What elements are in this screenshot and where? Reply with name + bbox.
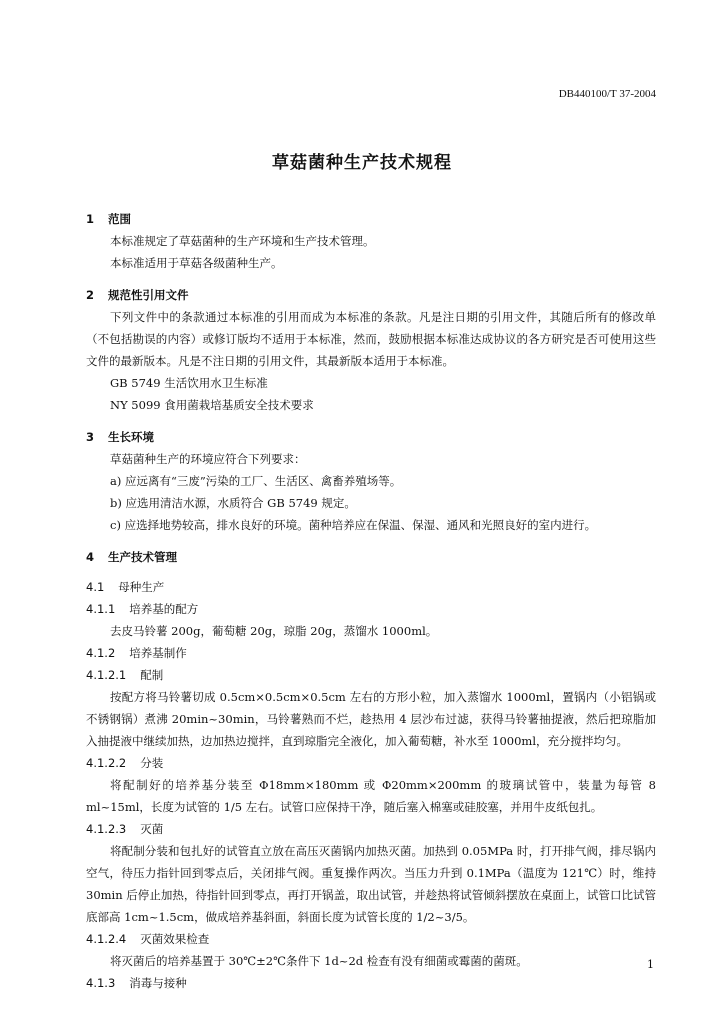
- paragraph: 下列文件中的条款通过本标准的引用而成为本标准的条款。凡是注日期的引用文件，其随后所有的修改单（不包括勘误的内容）或修订版均不适用于本标准，然而，鼓励根据本标准达成协议的各方研究是否可使用这些文件的最新版本。凡是不注日期的引用文件，其最新版本适用于本标准。: [86, 310, 656, 368]
- section-title: 生长环境: [108, 430, 154, 444]
- reference-item: GB 5749 生活饮用水卫生标准: [110, 376, 268, 390]
- paragraph: 去皮马铃薯 200g，葡萄糖 20g，琼脂 20g，蒸馏水 1000ml。: [110, 624, 438, 638]
- section-title: 规范性引用文件: [108, 288, 189, 302]
- subsection-number: 4.1.1: [86, 602, 116, 616]
- subsection-number: 4.1.2.2: [86, 756, 127, 770]
- subsection-number: 4.1.2: [86, 646, 116, 660]
- paragraph: 将配制分装和包扎好的试管直立放在高压灭菌锅内加热灭菌。加热到 0.05MPa 时，打开排气阀，排尽锅内空气，待压力指针回到零点后，关闭排气阀。重复操作两次。当压力升到 0.1MPa（温度为 121℃）时，维持 30min 后停止加热，待指针回到零点，再打开锅盖，取出试管，并趁热将试管倾斜摆放在桌面上，试管口比试管底部高 1cm~1.5cm，做成培养基斜面，斜面长度为试管长度的 1/2~3/5。: [86, 844, 656, 924]
- paragraph: 本标准规定了草菇菌种的生产环境和生产技术管理。: [110, 234, 375, 248]
- subsection-heading: [86, 752, 656, 774]
- list-item: a) 应远离有“三废”污染的工厂、生活区、禽畜养殖场等。: [110, 474, 402, 488]
- list-item: c) 应选择地势较高，排水良好的环境。菌种培养应在保温、保湿、通风和光照良好的室内进行。: [110, 518, 597, 532]
- subsection-number: 4.1: [86, 580, 105, 594]
- subsection-number: 4.1.2.1: [86, 668, 127, 682]
- section-number: 3: [86, 430, 95, 444]
- subsection-heading: [86, 928, 656, 950]
- subsection-number: 4.1.2.4: [86, 932, 127, 946]
- subsection-title: 灭菌效果检查: [140, 932, 210, 946]
- paragraph: 将灭菌后的培养基置于 30℃±2℃条件下 1d~2d 检查有没有细菌或霉菌的菌斑。: [110, 954, 528, 968]
- subsection-title: 消毒与接种: [129, 976, 187, 990]
- document-number: DB440100/T 37-2004: [558, 88, 656, 100]
- paragraph: 将配制好的培养基分装至 Φ18mm×180mm 或 Φ20mm×200mm 的玻璃试管中，装量为每管 8 ml~15ml，长度为试管的 1/5 左右。试管口应保持干净，随后塞入棉塞或硅胶塞，并用牛皮纸包扎。: [86, 778, 656, 814]
- section-number: 1: [86, 212, 95, 226]
- document-title: 草菇菌种生产技术规程: [272, 153, 452, 173]
- list-item: b) 应选用清洁水源，水质符合 GB 5749 规定。: [110, 496, 356, 510]
- reference-item: NY 5099 食用菌栽培基质安全技术要求: [110, 398, 314, 412]
- subsection-title: 灭菌: [140, 822, 164, 836]
- section-title: 生产技术管理: [108, 550, 177, 564]
- paragraph: 本标准适用于草菇各级菌种生产。: [110, 256, 283, 270]
- section-number: 4: [86, 550, 95, 564]
- subsection-heading: [86, 576, 656, 598]
- subsection-heading: [86, 818, 656, 840]
- document-body: [86, 206, 656, 994]
- page-number: 1: [647, 958, 654, 971]
- subsection-title: 培养基制作: [129, 646, 187, 660]
- paragraph: 按配方将马铃薯切成 0.5cm×0.5cm×0.5cm 左右的方形小粒，加入蒸馏水 1000ml，置锅内（小铝锅或不锈钢锅）煮沸 20min~30min，马铃薯熟而不烂，趁热用 4 层沙布过滤，获得马铃薯抽提液，然后把琼脂加入抽提液中继续加热，边加热边搅拌，直到琼脂完全液化，加入葡萄糖，补水至 1000ml，充分搅拌均匀。: [86, 690, 656, 748]
- subsection-title: 培养基的配方: [129, 602, 199, 616]
- section-heading-4: [86, 546, 656, 568]
- section-heading-1: [86, 208, 656, 230]
- subsection-number: 4.1.2.3: [86, 822, 127, 836]
- subsection-number: 4.1.3: [86, 976, 116, 990]
- section-heading-2: [86, 284, 656, 306]
- section-number: 2: [86, 288, 95, 302]
- subsection-heading: [86, 642, 656, 664]
- subsection-heading: [86, 972, 656, 994]
- subsection-title: 分装: [140, 756, 164, 770]
- paragraph: 草菇菌种生产的环境应符合下列要求：: [110, 452, 306, 466]
- subsection-title: 配制: [140, 668, 164, 682]
- subsection-heading: [86, 664, 656, 686]
- subsection-title: 母种生产: [118, 580, 165, 594]
- section-heading-3: [86, 426, 656, 448]
- subsection-heading: [86, 598, 656, 620]
- section-title: 范围: [108, 212, 131, 226]
